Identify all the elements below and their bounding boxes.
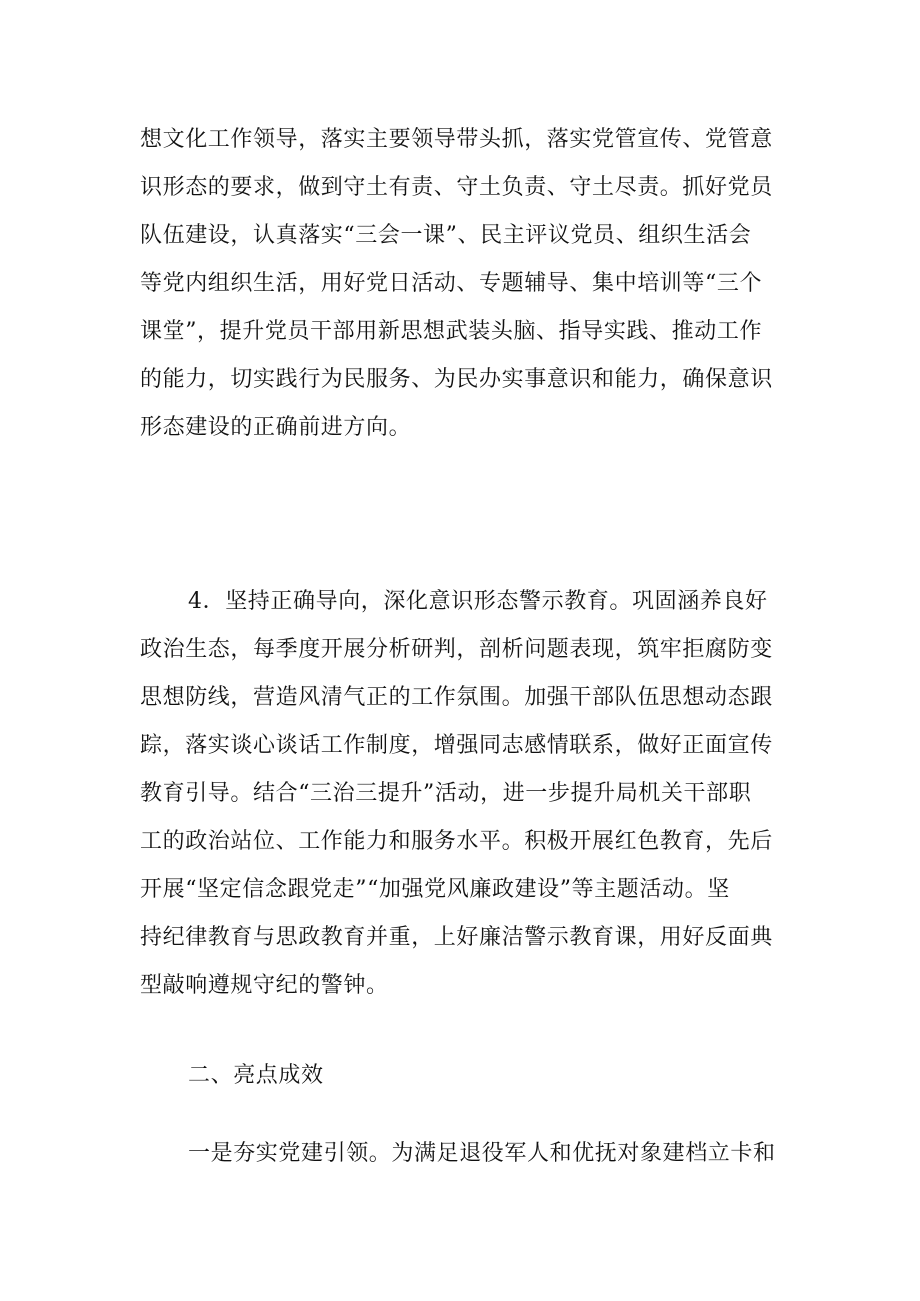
- section-heading: 二、亮点成效: [188, 1063, 324, 1088]
- text-line: 的能力，切实践行为民服务、为民办实事意识和能力，确保意识: [140, 367, 773, 392]
- text-line: 开展“坚定信念跟党走”“加强党风廉政建设”等主题活动。坚: [140, 877, 730, 902]
- text-line: 一是夯实党建引领。为满足退役军人和优抚对象建档立卡和: [188, 1141, 776, 1166]
- text-line: 型敲响遵规守纪的警钟。: [140, 973, 389, 998]
- text-line: 4．坚持正确导向，深化意识形态警示教育。巩固涵养良好: [188, 589, 768, 614]
- text-line: 教育引导。结合“三治三提升”活动，进一步提升局机关干部职: [140, 781, 752, 806]
- text-line: 队伍建设，认真落实“三会一课”、民主评议党员、组织生活会: [140, 223, 752, 248]
- text-line: 思想防线，营造风清气正的工作氛围。加强干部队伍思想动态跟: [140, 685, 773, 710]
- text-line: 形态建设的正确前进方向。: [140, 415, 412, 440]
- text-line: 识形态的要求，做到守土有责、守土负责、守土尽责。抓好党员: [140, 175, 773, 200]
- text-line: 想文化工作领导，落实主要领导带头抓，落实党管宣传、党管意: [140, 127, 773, 152]
- text-line: 工的政治站位、工作能力和服务水平。积极开展红色教育，先后: [140, 829, 773, 854]
- text-line: 政治生态，每季度开展分析研判，剖析问题表现，筑牢拒腐防变: [140, 637, 773, 662]
- text-line: 等党内组织生活，用好党日活动、专题辅导、集中培训等“三个: [140, 271, 763, 296]
- text-line: 课堂”，提升党员干部用新思想武装头脑、指导实践、推动工作: [140, 319, 763, 344]
- text-line: 踪，落实谈心谈话工作制度，增强同志感情联系，做好正面宣传: [140, 733, 773, 758]
- text-line: 持纪律教育与思政教育并重，上好廉洁警示教育课，用好反面典: [140, 925, 773, 950]
